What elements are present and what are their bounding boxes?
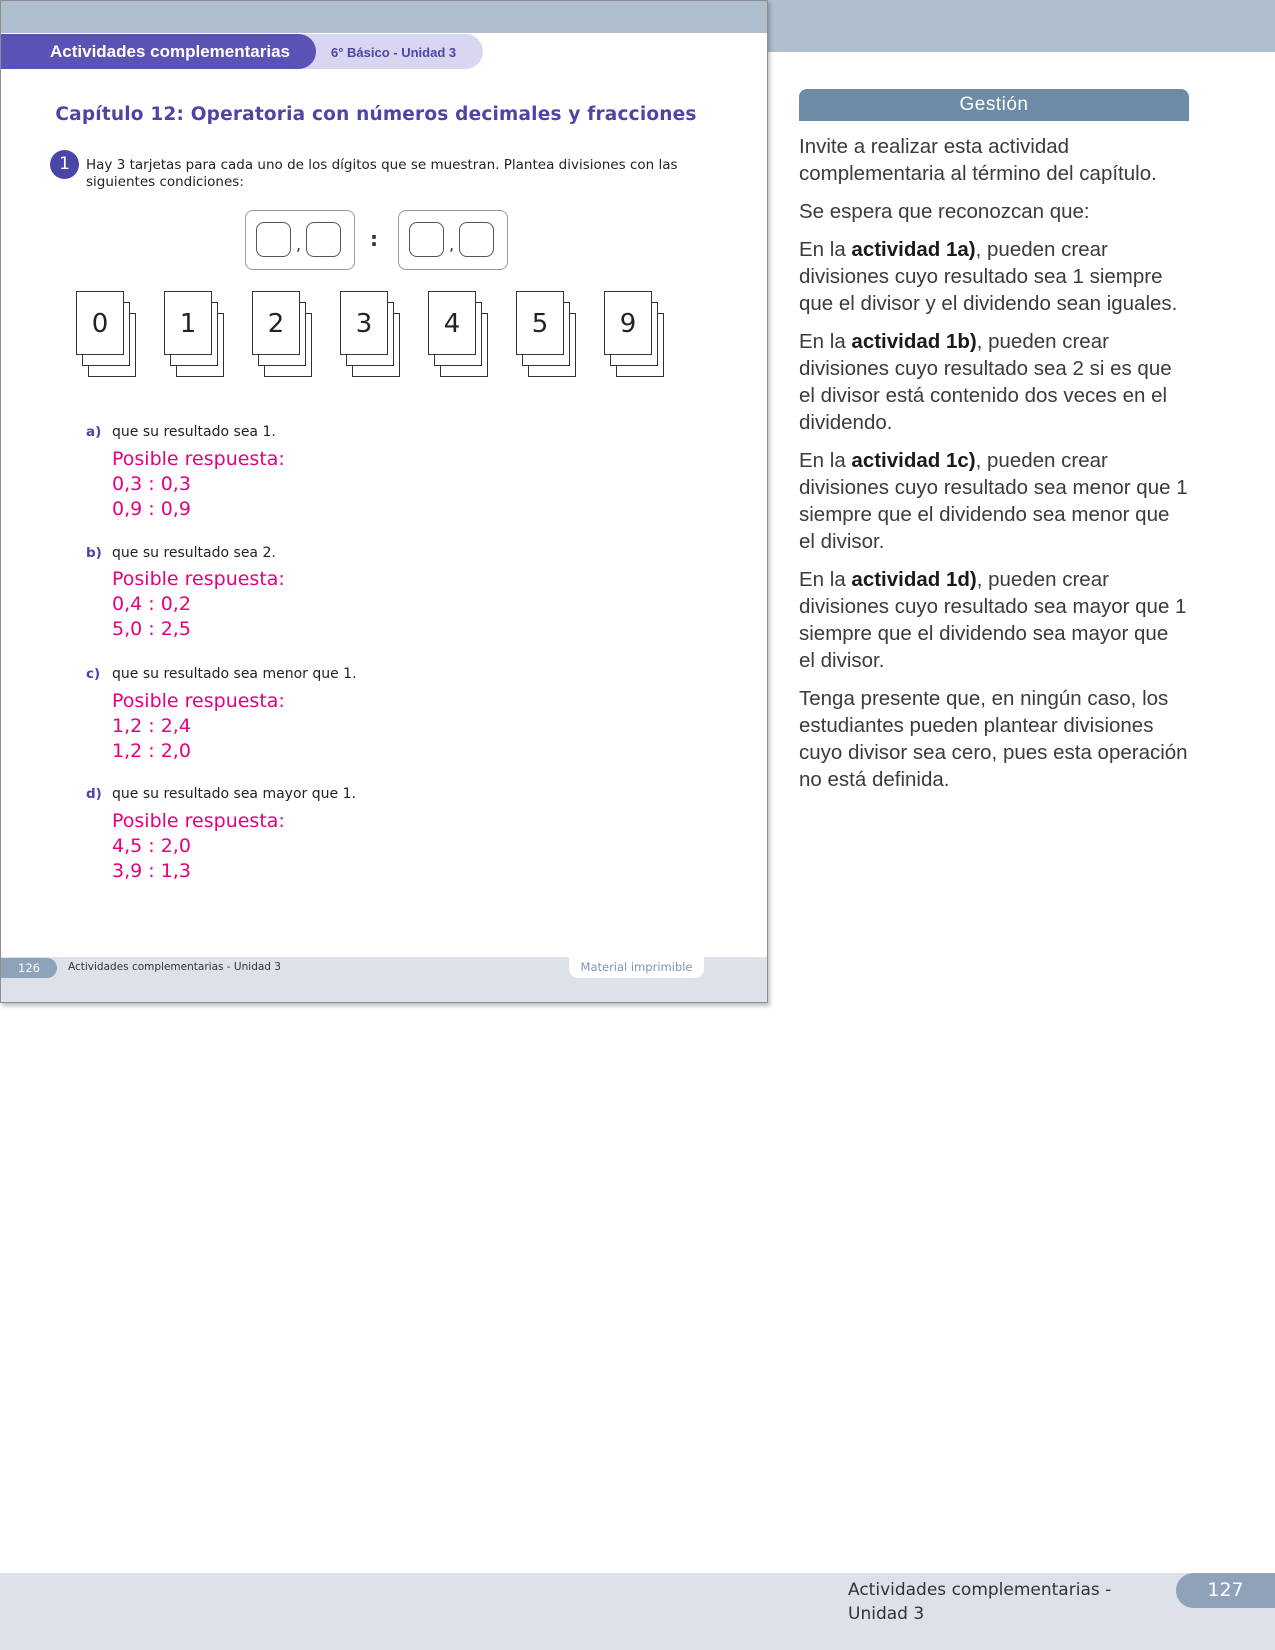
digit-slot: [256, 222, 291, 257]
worksheet-header-grade: 6° Básico - Unidad 3: [281, 34, 483, 69]
digit-card-stack: [604, 291, 676, 379]
answer-line: 1,2 : 2,0: [112, 740, 191, 762]
student-worksheet: [0, 0, 768, 1003]
subquestion-label: c): [86, 666, 101, 682]
paragraph-prefix: En la: [799, 568, 852, 591]
paragraph-rest: , pueden crear divisiones cuyo resultado sea menor que 1 siempre que el dividendo sea menor que el divisor.: [799, 449, 1188, 553]
digit-slot: [409, 222, 444, 257]
answer-line: 1,2 : 2,4: [112, 715, 191, 737]
digit-card-stack: [340, 291, 412, 379]
subquestion-label: b): [86, 545, 102, 561]
division-sign: :: [370, 227, 378, 251]
subquestion-label: a): [86, 424, 102, 440]
activity-reference: actividad 1d): [851, 568, 977, 591]
digit-card-stack: [516, 291, 588, 379]
answer-line: 3,9 : 1,3: [112, 860, 191, 882]
answer-line: 4,5 : 2,0: [112, 835, 191, 857]
gestion-paragraph: [799, 236, 1189, 317]
answer-title: Posible respuesta:: [112, 690, 285, 712]
digit-card-stack: [428, 291, 500, 379]
printable-material-tab: Material imprimible: [569, 956, 704, 978]
answer-line: 5,0 : 2,5: [112, 618, 191, 640]
subquestion-text: que su resultado sea mayor que 1.: [112, 786, 356, 802]
gestion-body: [799, 133, 1189, 804]
answer-title: Posible respuesta:: [112, 448, 285, 470]
subquestion-text: que su resultado sea 2.: [112, 545, 276, 561]
question-number-badge: 1: [50, 150, 79, 179]
gestion-paragraph: Se espera que reconozcan que:: [799, 200, 1090, 223]
digit-slot: [306, 222, 341, 257]
decimal-comma: ,: [296, 235, 302, 254]
answer-title: Posible respuesta:: [112, 810, 285, 832]
digit-card: 0: [76, 291, 124, 355]
digit-card: 4: [428, 291, 476, 355]
worksheet-footer-text: Actividades complementarias - Unidad 3: [68, 961, 281, 973]
subquestion-text: que su resultado sea 1.: [112, 424, 276, 440]
gestion-paragraph: [799, 328, 1189, 436]
activity-reference: actividad 1b): [851, 330, 977, 353]
paragraph-rest: , pueden crear divisiones cuyo resultado sea 2 si es que el divisor está contenido dos veces en el dividendo.: [799, 330, 1172, 434]
page-number: 127: [1176, 1573, 1275, 1608]
question-text: Hay 3 tarjetas para cada uno de los dígitos que se muestran. Plantea divisiones con las siguientes condiciones:: [86, 157, 678, 190]
paragraph-prefix: En la: [799, 238, 852, 261]
answer-line: 0,4 : 0,2: [112, 593, 191, 615]
digit-slot: [459, 222, 494, 257]
subquestion-label: d): [86, 786, 102, 802]
gestion-paragraph: [799, 447, 1189, 555]
paragraph-prefix: En la: [799, 330, 852, 353]
worksheet-page-number: 126: [1, 958, 57, 978]
gestion-paragraph: Invite a realizar esta actividad complementaria al término del capítulo.: [799, 135, 1157, 185]
gestion-paragraph: Tenga presente que, en ningún caso, los estudiantes pueden plantear divisiones cuyo divisor sea cero, pues esta operación no está definida.: [799, 687, 1188, 791]
paragraph-rest: , pueden crear divisiones cuyo resultado sea mayor que 1 siempre que el dividendo sea mayor que el divisor.: [799, 568, 1187, 672]
digit-card: 5: [516, 291, 564, 355]
activity-reference: actividad 1c): [851, 449, 976, 472]
dividend-template: [245, 210, 355, 270]
answer-title: Posible respuesta:: [112, 568, 285, 590]
subquestion-text: que su resultado sea menor que 1.: [112, 666, 357, 682]
digit-card: 3: [340, 291, 388, 355]
digit-card-stack: [76, 291, 148, 379]
decimal-comma: ,: [449, 235, 455, 254]
answer-line: 0,9 : 0,9: [112, 498, 191, 520]
answer-line: 0,3 : 0,3: [112, 473, 191, 495]
footer-text: Actividades complementarias - Unidad 3: [848, 1580, 1112, 1624]
worksheet-top-strip: [1, 1, 768, 33]
paragraph-rest: , pueden crear divisiones cuyo resultado sea 1 siempre que el divisor y el dividendo sean iguales.: [799, 238, 1178, 315]
gestion-paragraph: [799, 566, 1189, 674]
divisor-template: [398, 210, 508, 270]
worksheet-header-title: Actividades complementarias: [1, 34, 316, 69]
activity-reference: actividad 1a): [851, 238, 976, 261]
digit-card-stack: [164, 291, 236, 379]
gestion-header: Gestión: [799, 89, 1189, 121]
digit-card: 9: [604, 291, 652, 355]
chapter-title: Capítulo 12: Operatoria con números decimales y fracciones: [55, 104, 697, 125]
digit-card: 1: [164, 291, 212, 355]
digit-card-stack: [252, 291, 324, 379]
digit-card: 2: [252, 291, 300, 355]
paragraph-prefix: En la: [799, 449, 852, 472]
